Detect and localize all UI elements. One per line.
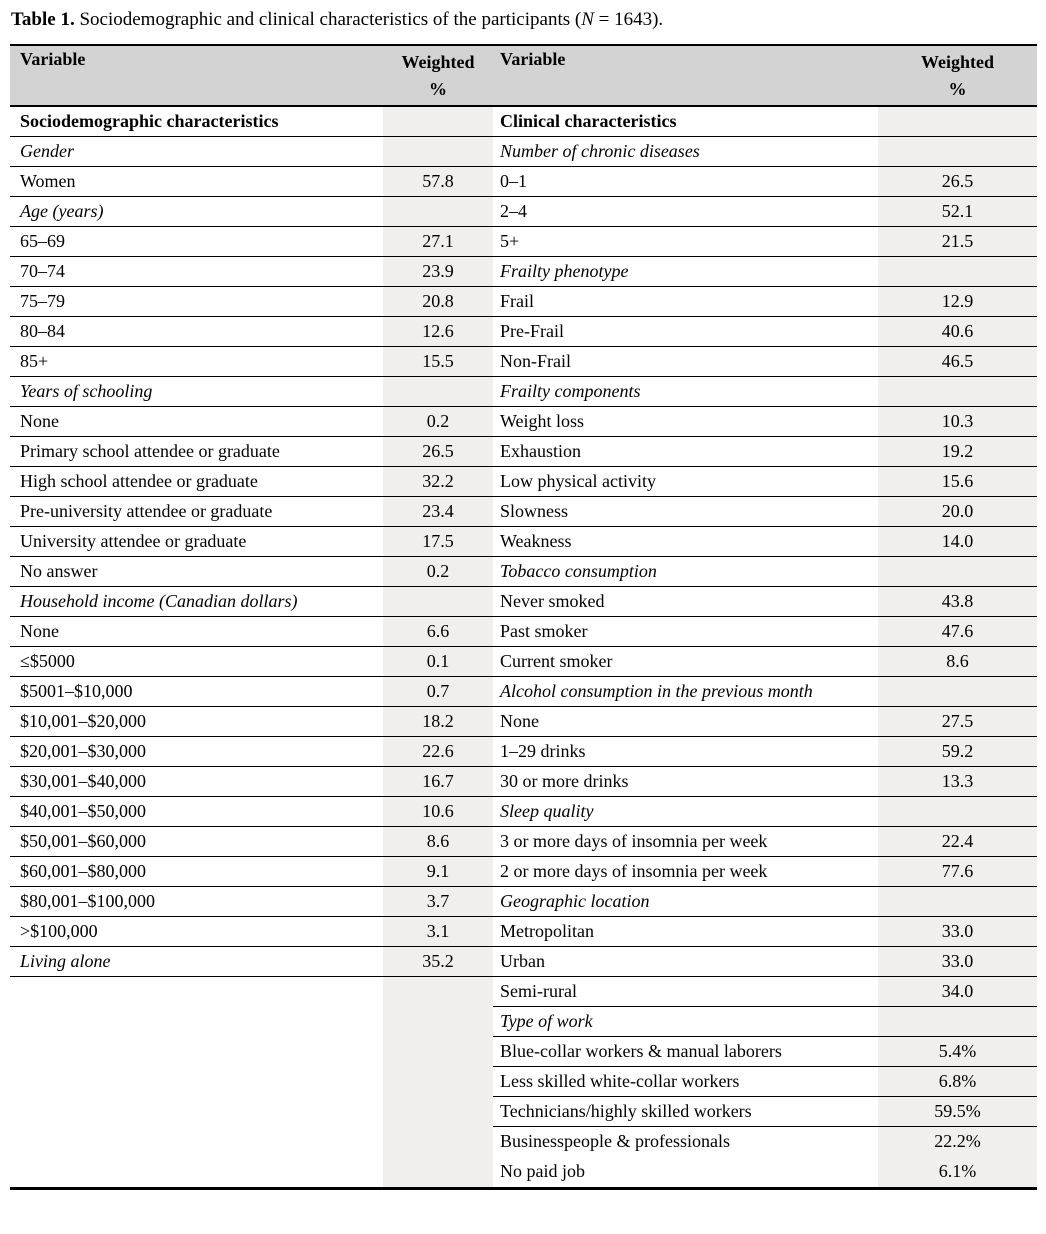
row-label (10, 1127, 383, 1157)
row-weighted-percent (383, 1157, 493, 1187)
row-weighted-percent: 33.0 (878, 947, 1037, 976)
row-label: Metropolitan (500, 921, 594, 941)
row-weighted-percent: 9.1 (383, 857, 493, 886)
row-weighted-percent: 59.2 (878, 737, 1037, 766)
table-row (10, 407, 493, 437)
row-weighted-percent: 23.4 (383, 497, 493, 526)
row-label: Businesspeople & professionals (500, 1131, 730, 1151)
row-label: 0–1 (500, 171, 527, 191)
row-label: Slowness (500, 501, 569, 521)
table-row (10, 437, 493, 467)
row-label: $40,001–$50,000 (20, 801, 146, 821)
row-label: 3 or more days of insomnia per week (500, 831, 768, 851)
row-weighted-percent (878, 557, 1037, 586)
row-weighted-percent (383, 977, 493, 1007)
table-row (493, 797, 1037, 827)
row-weighted-percent: 43.8 (878, 587, 1037, 616)
row-label: Women (20, 171, 76, 191)
header-weighted-left-line2: % (429, 79, 447, 99)
row-label: Geographic location (500, 891, 650, 911)
row-label: Primary school attendee or graduate (20, 441, 280, 461)
table-row (493, 1067, 1037, 1097)
table-row (10, 737, 493, 767)
row-label: Weight loss (500, 411, 585, 431)
table-row (10, 557, 493, 587)
row-label: Blue-collar workers & manual laborers (500, 1041, 782, 1061)
row-weighted-percent: 57.8 (383, 167, 493, 196)
table-row (493, 707, 1037, 737)
table-row (10, 467, 493, 497)
table-row (10, 707, 493, 737)
row-label: Technicians/highly skilled workers (500, 1101, 752, 1121)
row-weighted-percent: 59.5% (878, 1097, 1037, 1126)
row-label: 65–69 (20, 231, 65, 251)
table-row (493, 377, 1037, 407)
table-row (493, 587, 1037, 617)
table-row (493, 557, 1037, 587)
table-row (10, 1037, 493, 1067)
row-weighted-percent: 52.1 (878, 197, 1037, 226)
row-weighted-percent: 8.6 (383, 827, 493, 856)
row-label: None (20, 411, 59, 431)
row-weighted-percent: 15.5 (383, 347, 493, 376)
row-weighted-percent: 26.5 (878, 167, 1037, 196)
row-label: Low physical activity (500, 471, 656, 491)
row-label: 80–84 (20, 321, 65, 341)
table-row (493, 1127, 1037, 1157)
row-weighted-percent: 12.9 (878, 287, 1037, 316)
row-label: Less skilled white-collar workers (500, 1071, 740, 1091)
row-label: Age (years) (20, 201, 104, 221)
table-row (493, 977, 1037, 1007)
table-caption-text: Sociodemographic and clinical characteristics of the participants ( (74, 9, 582, 30)
table-row (493, 767, 1037, 797)
row-weighted-percent: 77.6 (878, 857, 1037, 886)
row-label: Gender (20, 141, 74, 161)
row-label: Current smoker (500, 651, 613, 671)
row-label: Years of schooling (20, 381, 153, 401)
table-row (493, 227, 1037, 257)
row-label: >$100,000 (20, 921, 98, 941)
row-weighted-percent: 3.7 (383, 887, 493, 916)
row-label: Sociodemographic characteristics (20, 111, 279, 131)
row-label: Pre-university attendee or graduate (20, 501, 273, 521)
table-row (10, 767, 493, 797)
row-label: Pre-Frail (500, 321, 564, 341)
row-weighted-percent: 3.1 (383, 917, 493, 946)
row-weighted-percent: 22.6 (383, 737, 493, 766)
row-label: $80,001–$100,000 (20, 891, 155, 911)
row-weighted-percent (383, 1097, 493, 1127)
row-weighted-percent: 21.5 (878, 227, 1037, 256)
row-weighted-percent: 20.8 (383, 287, 493, 316)
row-label: Past smoker (500, 621, 588, 641)
header-variable-left: Variable (20, 49, 86, 69)
table-row (493, 1097, 1037, 1127)
row-weighted-percent: 35.2 (383, 947, 493, 976)
header-weighted-left (383, 46, 493, 105)
table-row (493, 887, 1037, 917)
row-label (10, 1097, 383, 1127)
row-label: Frailty phenotype (500, 261, 629, 281)
table-row (10, 647, 493, 677)
row-label (10, 1007, 383, 1037)
table-row (10, 887, 493, 917)
row-weighted-percent: 27.5 (878, 707, 1037, 736)
row-weighted-percent: 22.2% (878, 1127, 1037, 1157)
table-row (10, 827, 493, 857)
table-row (493, 737, 1037, 767)
table-row (10, 107, 493, 137)
table-row (493, 917, 1037, 947)
table-row (10, 497, 493, 527)
row-weighted-percent (383, 1067, 493, 1097)
row-weighted-percent: 33.0 (878, 917, 1037, 946)
table-row (493, 197, 1037, 227)
table-row (10, 317, 493, 347)
row-weighted-percent: 0.2 (383, 557, 493, 586)
table-left-half (10, 107, 493, 1187)
table-row (493, 677, 1037, 707)
table-row (10, 137, 493, 167)
row-label (10, 1067, 383, 1097)
row-weighted-percent: 16.7 (383, 767, 493, 796)
row-label: University attendee or graduate (20, 531, 247, 551)
row-weighted-percent (878, 887, 1037, 916)
row-weighted-percent: 0.7 (383, 677, 493, 706)
row-weighted-percent: 19.2 (878, 437, 1037, 466)
row-label: Tobacco consumption (500, 561, 657, 581)
row-label: Type of work (500, 1011, 593, 1031)
table-row (493, 107, 1037, 137)
table-row (493, 317, 1037, 347)
table-row (10, 197, 493, 227)
table-row (10, 947, 493, 977)
row-label: 30 or more drinks (500, 771, 629, 791)
header-variable-right: Variable (500, 49, 566, 69)
row-weighted-percent (878, 377, 1037, 406)
row-weighted-percent: 23.9 (383, 257, 493, 286)
row-label: No answer (20, 561, 98, 581)
table-caption-n: N (581, 9, 594, 30)
row-label: Semi-rural (500, 981, 577, 1001)
table-row (10, 287, 493, 317)
table-caption (11, 7, 663, 33)
row-label: None (20, 621, 59, 641)
row-weighted-percent: 15.6 (878, 467, 1037, 496)
table-row (10, 677, 493, 707)
row-label: $60,001–$80,000 (20, 861, 146, 881)
row-weighted-percent (383, 1127, 493, 1157)
table-row (10, 857, 493, 887)
table-row (493, 617, 1037, 647)
row-weighted-percent: 10.3 (878, 407, 1037, 436)
row-label (10, 977, 383, 1007)
row-weighted-percent: 27.1 (383, 227, 493, 256)
row-label: Exhaustion (500, 441, 581, 461)
header-weighted-right (878, 46, 1037, 105)
table-row (493, 347, 1037, 377)
row-label: 5+ (500, 231, 520, 251)
table-row (10, 977, 493, 1007)
table-row (10, 1157, 493, 1187)
header-weighted-right-line1: Weighted (920, 52, 994, 72)
row-weighted-percent: 6.8% (878, 1067, 1037, 1096)
row-label: $5001–$10,000 (20, 681, 133, 701)
row-weighted-percent (878, 137, 1037, 166)
row-label: Number of chronic diseases (500, 141, 700, 161)
table-row (493, 257, 1037, 287)
table-row (493, 947, 1037, 977)
row-label: $20,001–$30,000 (20, 741, 146, 761)
row-weighted-percent: 6.6 (383, 617, 493, 646)
row-label: Frail (500, 291, 534, 311)
table-caption-suffix: = 1643). (593, 9, 664, 30)
table-row (10, 377, 493, 407)
row-weighted-percent: 6.1% (878, 1157, 1037, 1187)
row-weighted-percent (878, 677, 1037, 706)
row-weighted-percent (383, 377, 493, 406)
row-weighted-percent (383, 197, 493, 226)
table-row (493, 497, 1037, 527)
row-weighted-percent: 46.5 (878, 347, 1037, 376)
row-weighted-percent: 14.0 (878, 527, 1037, 556)
row-weighted-percent (383, 1037, 493, 1067)
table-row (493, 287, 1037, 317)
table-row (493, 647, 1037, 677)
row-weighted-percent: 18.2 (383, 707, 493, 736)
table-row (493, 1007, 1037, 1037)
row-label: Urban (500, 951, 545, 971)
row-label: Living alone (20, 951, 111, 971)
table-row (10, 917, 493, 947)
row-label: $30,001–$40,000 (20, 771, 146, 791)
row-label: High school attendee or graduate (20, 471, 258, 491)
row-weighted-percent: 32.2 (383, 467, 493, 496)
row-weighted-percent: 10.6 (383, 797, 493, 826)
row-label: 2–4 (500, 201, 527, 221)
row-label: 2 or more days of insomnia per week (500, 861, 768, 881)
table-row (493, 857, 1037, 887)
row-weighted-percent: 8.6 (878, 647, 1037, 676)
row-weighted-percent (878, 107, 1037, 136)
row-label: Alcohol consumption in the previous month (500, 681, 813, 701)
row-weighted-percent: 13.3 (878, 767, 1037, 796)
row-weighted-percent: 5.4% (878, 1037, 1037, 1066)
row-weighted-percent: 17.5 (383, 527, 493, 556)
table-row (10, 1007, 493, 1037)
table-row (493, 527, 1037, 557)
table-row (10, 527, 493, 557)
table-row (10, 257, 493, 287)
table-row (10, 797, 493, 827)
row-weighted-percent: 34.0 (878, 977, 1037, 1006)
row-label: Non-Frail (500, 351, 571, 371)
row-label: Frailty components (500, 381, 641, 401)
row-weighted-percent: 0.2 (383, 407, 493, 436)
table-row (10, 227, 493, 257)
row-label: None (500, 711, 539, 731)
table-header-row (10, 44, 1037, 107)
row-label: 85+ (20, 351, 49, 371)
row-label: Weakness (500, 531, 572, 551)
table-row (493, 827, 1037, 857)
table-row (10, 1097, 493, 1127)
row-label: ≤$5000 (20, 651, 75, 671)
row-weighted-percent: 26.5 (383, 437, 493, 466)
row-label: $50,001–$60,000 (20, 831, 146, 851)
row-label: No paid job (500, 1161, 585, 1181)
row-weighted-percent (878, 257, 1037, 286)
header-weighted-left-line1: Weighted (401, 52, 475, 72)
row-label: Never smoked (500, 591, 605, 611)
row-weighted-percent (383, 1007, 493, 1037)
row-weighted-percent: 47.6 (878, 617, 1037, 646)
row-label: 70–74 (20, 261, 65, 281)
row-label: Clinical characteristics (500, 111, 677, 131)
row-weighted-percent: 22.4 (878, 827, 1037, 856)
row-label: 1–29 drinks (500, 741, 586, 761)
row-weighted-percent: 12.6 (383, 317, 493, 346)
row-weighted-percent (383, 587, 493, 616)
table-right-half (493, 107, 1037, 1187)
table-row (10, 167, 493, 197)
row-label: Sleep quality (500, 801, 594, 821)
table-body (10, 107, 1037, 1190)
table-row (493, 1157, 1037, 1187)
row-label (10, 1037, 383, 1067)
table-row (493, 467, 1037, 497)
table-row (493, 407, 1037, 437)
row-label: 75–79 (20, 291, 65, 311)
row-weighted-percent (383, 107, 493, 136)
table-row (10, 1127, 493, 1157)
row-weighted-percent: 0.1 (383, 647, 493, 676)
table-row (10, 347, 493, 377)
table-caption-label: Table 1. (11, 9, 75, 30)
table-row (493, 1037, 1037, 1067)
row-label: $10,001–$20,000 (20, 711, 146, 731)
table-row (10, 617, 493, 647)
row-weighted-percent (878, 797, 1037, 826)
table-row (10, 1067, 493, 1097)
table-row (493, 437, 1037, 467)
characteristics-table (10, 44, 1037, 1190)
table-row (10, 587, 493, 617)
row-label (10, 1157, 383, 1187)
table-row (493, 167, 1037, 197)
row-weighted-percent: 20.0 (878, 497, 1037, 526)
row-weighted-percent (383, 137, 493, 166)
table-row (493, 137, 1037, 167)
header-weighted-right-line2: % (948, 79, 967, 99)
row-weighted-percent: 40.6 (878, 317, 1037, 346)
row-label: Household income (Canadian dollars) (20, 591, 298, 611)
row-weighted-percent (878, 1007, 1037, 1036)
